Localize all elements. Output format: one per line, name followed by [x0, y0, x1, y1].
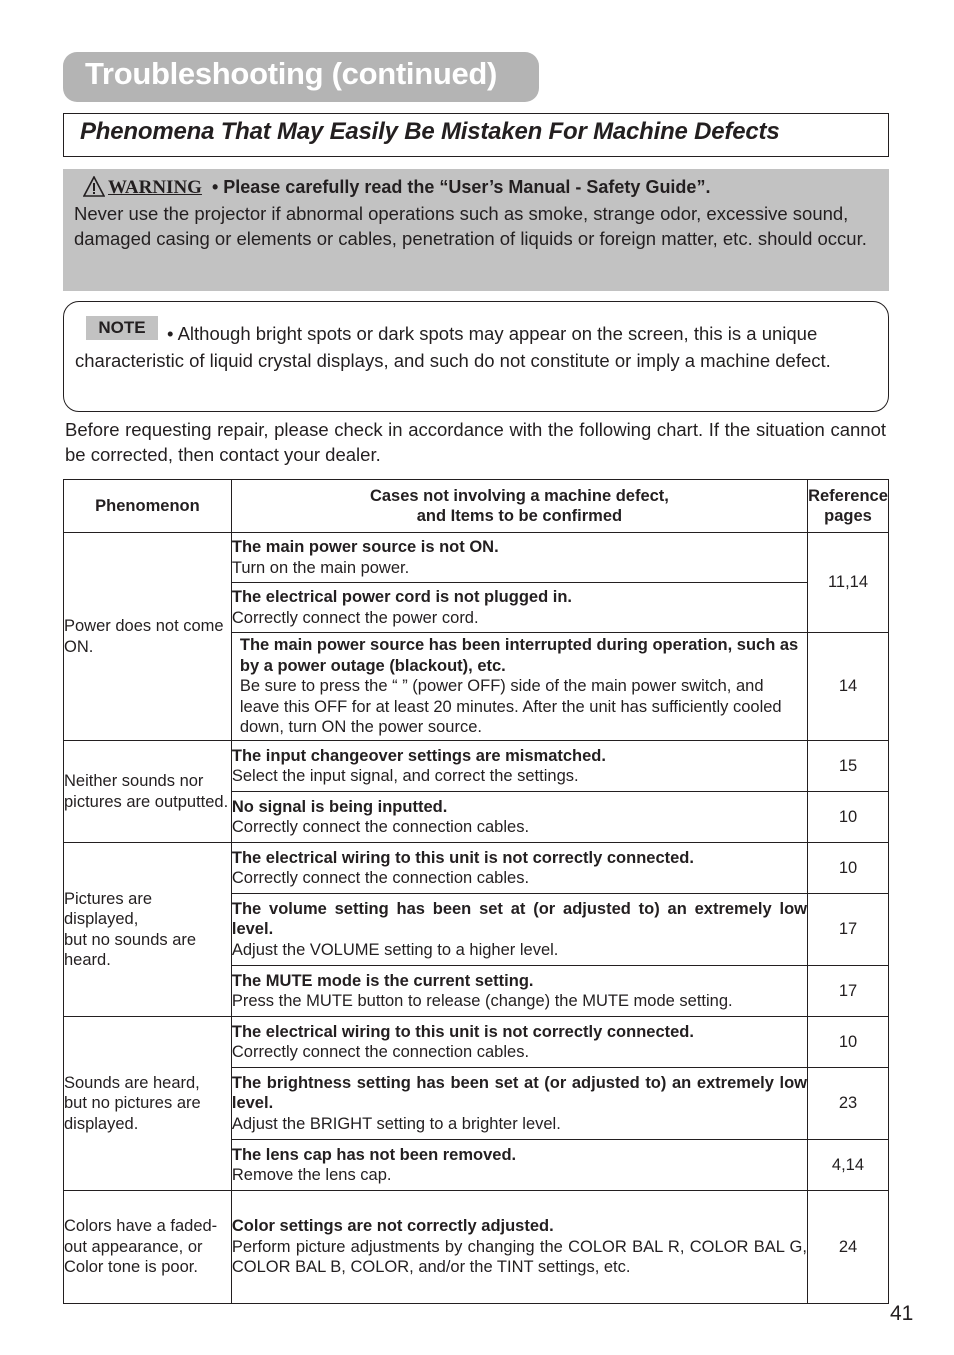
case-cell: The volume setting has been set at (or adjusted to) an extremely low level. Adjust the VOLUME setting to a higher level. [231, 894, 807, 966]
phenomenon-cell: Pictures are displayed, but no sounds are heard. [64, 843, 232, 1017]
reference-cell: 17 [807, 966, 888, 1017]
header-cases: Cases not involving a machine defect, and Items to be confirmed [231, 480, 807, 533]
page-number: 41 [890, 1302, 914, 1325]
note-box [63, 301, 889, 412]
section-heading-box [63, 113, 889, 157]
table-row [64, 1017, 889, 1068]
reference-cell: 10 [807, 792, 888, 843]
table-row [64, 533, 889, 583]
warning-triangle-icon [83, 176, 105, 197]
case-cell: Color settings are not correctly adjusted. Perform picture adjustments by changing the COLOR BAL R, COLOR BAL G, COLOR BAL B, COLOR, and/or the TINT settings, etc. [231, 1191, 807, 1304]
troubleshooting-table [63, 479, 889, 1304]
reference-cell: 10 [807, 1017, 888, 1068]
warning-label: WARNING [108, 177, 202, 198]
phenomenon-cell: Sounds are heard, but no pictures are displayed. [64, 1017, 232, 1191]
table-header-row [64, 480, 889, 533]
page-title: Troubleshooting (continued) [85, 56, 498, 91]
reference-cell: 10 [807, 843, 888, 894]
note-badge: NOTE [86, 316, 158, 340]
case-cell: The electrical wiring to this unit is not correctly connected. Correctly connect the connection cables. [231, 1017, 807, 1068]
phenomenon-cell: Power does not come ON. [64, 533, 232, 741]
case-cell: No signal is being inputted. Correctly connect the connection cables. [231, 792, 807, 843]
case-cell: The main power source has been interrupted during operation, such as by a power outage (blackout), etc. Be sure to press the “ ” (power OFF) side of the main power switch, and leave this OFF for at least 20 minutes. After the unit has sufficiently cooled down, turn ON the power source. [231, 633, 807, 741]
warning-headline: • Please carefully read the “User’s Manual - Safety Guide”. [211, 177, 711, 197]
reference-cell: 4,14 [807, 1140, 888, 1191]
page-title-banner [63, 52, 539, 102]
header-reference-pages: Reference pages [807, 480, 888, 533]
table-row [64, 741, 889, 792]
reference-cell: 23 [807, 1068, 888, 1140]
case-cell: The main power source is not ON. Turn on the main power. [231, 533, 807, 583]
warning-box [63, 169, 889, 291]
warning-body: Never use the projector if abnormal operations such as smoke, strange odor, excessive sound, damaged casing or elements or cables, penetration of liquids or foreign matter, etc. should occur. [74, 203, 867, 249]
phenomenon-cell: Neither sounds nor pictures are outputted. [64, 741, 232, 843]
case-cell: The input changeover settings are mismatched. Select the input signal, and correct the settings. [231, 741, 807, 792]
reference-cell: 11,14 [807, 533, 888, 633]
header-phenomenon: Phenomenon [64, 480, 232, 533]
table-row [64, 1191, 889, 1304]
note-text: • Although bright spots or dark spots may appear on the screen, this is a unique characteristic of liquid crystal displays, and such do not constitute or imply a machine defect. [75, 323, 831, 371]
reference-cell: 24 [807, 1191, 888, 1304]
case-cell: The electrical wiring to this unit is not correctly connected. Correctly connect the connection cables. [231, 843, 807, 894]
case-cell: The lens cap has not been removed. Remove the lens cap. [231, 1140, 807, 1191]
case-cell: The MUTE mode is the current setting. Press the MUTE button to release (change) the MUTE mode setting. [231, 966, 807, 1017]
reference-cell: 14 [807, 633, 888, 741]
case-cell: The electrical power cord is not plugged in. Correctly connect the power cord. [231, 583, 807, 633]
reference-cell: 17 [807, 894, 888, 966]
table-row [64, 843, 889, 894]
reference-cell: 15 [807, 741, 888, 792]
intro-paragraph: Before requesting repair, please check in accordance with the following chart. If the situation cannot be corrected, then contact your dealer. [65, 419, 886, 465]
section-title: Phenomena That May Easily Be Mistaken For Machine Defects [80, 118, 780, 145]
case-cell: The brightness setting has been set at (or adjusted to) an extremely low level. Adjust the BRIGHT setting to a brighter level. [231, 1068, 807, 1140]
phenomenon-cell: Colors have a faded- out appearance, or Color tone is poor. [64, 1191, 232, 1304]
warning-line [83, 176, 710, 199]
